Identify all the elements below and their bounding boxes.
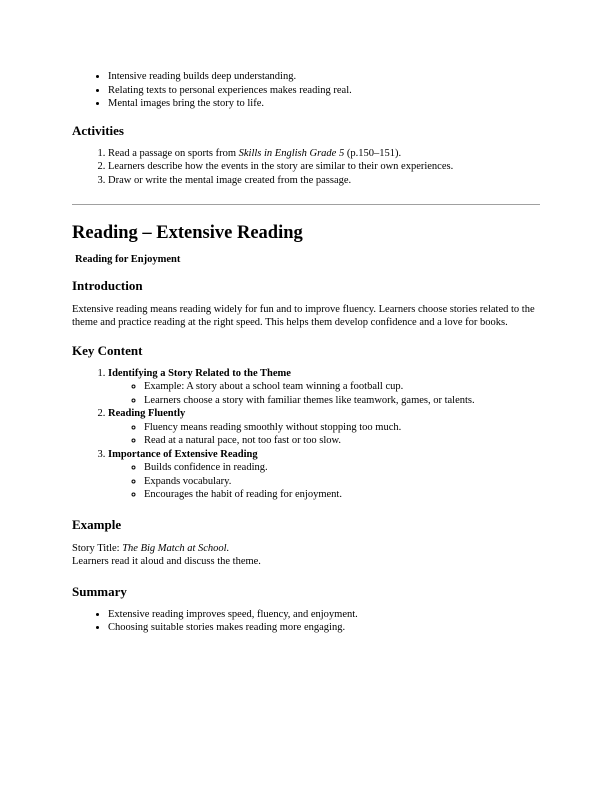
sub-list xyxy=(108,421,540,448)
activity-page-ref: (p.150–151). xyxy=(344,147,402,159)
activity-text: Read a passage on sports from xyxy=(108,147,239,159)
list-item xyxy=(108,448,540,502)
introduction-heading: Introduction xyxy=(72,277,143,293)
book-title: Skills in English Grade 5 xyxy=(238,147,345,159)
key-item-title: Identifying a Story Related to the Theme xyxy=(108,367,291,379)
list-item: • Relating texts to personal experiences makes reading real. xyxy=(108,84,540,98)
list-item: • Extensive reading improves speed, fluency, and enjoyment. xyxy=(108,608,540,622)
section-divider xyxy=(72,204,540,205)
key-item-title: Reading Fluently xyxy=(108,408,186,419)
sub-list xyxy=(108,461,540,502)
key-content-list xyxy=(72,367,540,502)
sub-list-item: ◦ Builds confidence in reading. xyxy=(144,461,540,475)
sub-list-item: ◦ Read at a natural pace, not too fast or too slow. xyxy=(144,434,540,448)
example-heading: Example xyxy=(72,516,122,532)
sub-list-item: ◦ Expands vocabulary. xyxy=(144,475,540,489)
sub-list-item: ◦ Example: A story about a school team winning a football cup. xyxy=(144,380,540,394)
section-subtitle: Reading for Enjoyment xyxy=(75,254,181,265)
list-item: • Choosing suitable stories makes reading more engaging. xyxy=(108,621,540,635)
sub-list-item: ◦ Fluency means reading smoothly without stopping too much. xyxy=(144,421,540,435)
list-item xyxy=(108,407,540,448)
sub-list xyxy=(108,380,540,407)
activities-list xyxy=(72,147,540,188)
summary-heading: Summary xyxy=(72,583,127,599)
section-title: Reading – Extensive Reading xyxy=(72,223,303,243)
summary-bullet-list xyxy=(72,608,540,635)
story-label: Story Title: xyxy=(72,542,123,554)
list-item: • Intensive reading builds deep understanding. xyxy=(108,70,540,84)
sub-list-item: ◦ Learners choose a story with familiar themes like teamwork, games, or talents. xyxy=(144,394,540,408)
list-item xyxy=(108,147,540,161)
intro-bullet-list xyxy=(72,70,540,111)
list-item xyxy=(108,367,540,408)
sub-list-item: ◦ Encourages the habit of reading for enjoyment. xyxy=(144,488,540,502)
key-content-heading: Key Content xyxy=(72,342,143,358)
example-story-line xyxy=(72,542,540,556)
activities-heading: Activities xyxy=(72,122,124,138)
story-title: The Big Match at School. xyxy=(122,542,230,554)
list-item: • Mental images bring the story to life. xyxy=(108,97,540,111)
list-item: 3. Draw or write the mental image created from the passage. xyxy=(108,174,540,188)
list-item: 2. Learners describe how the events in the story are similar to their own experiences. xyxy=(108,160,540,174)
introduction-text: Extensive reading means reading widely for fun and to improve fluency. Learners choose stories related to the theme and practice reading at the right speed. This helps them develop confidence and a love for books. xyxy=(72,303,535,328)
example-description: Learners read it aloud and discuss the theme. xyxy=(72,556,261,567)
document-page xyxy=(72,70,540,635)
key-item-title: Importance of Extensive Reading xyxy=(108,448,258,460)
